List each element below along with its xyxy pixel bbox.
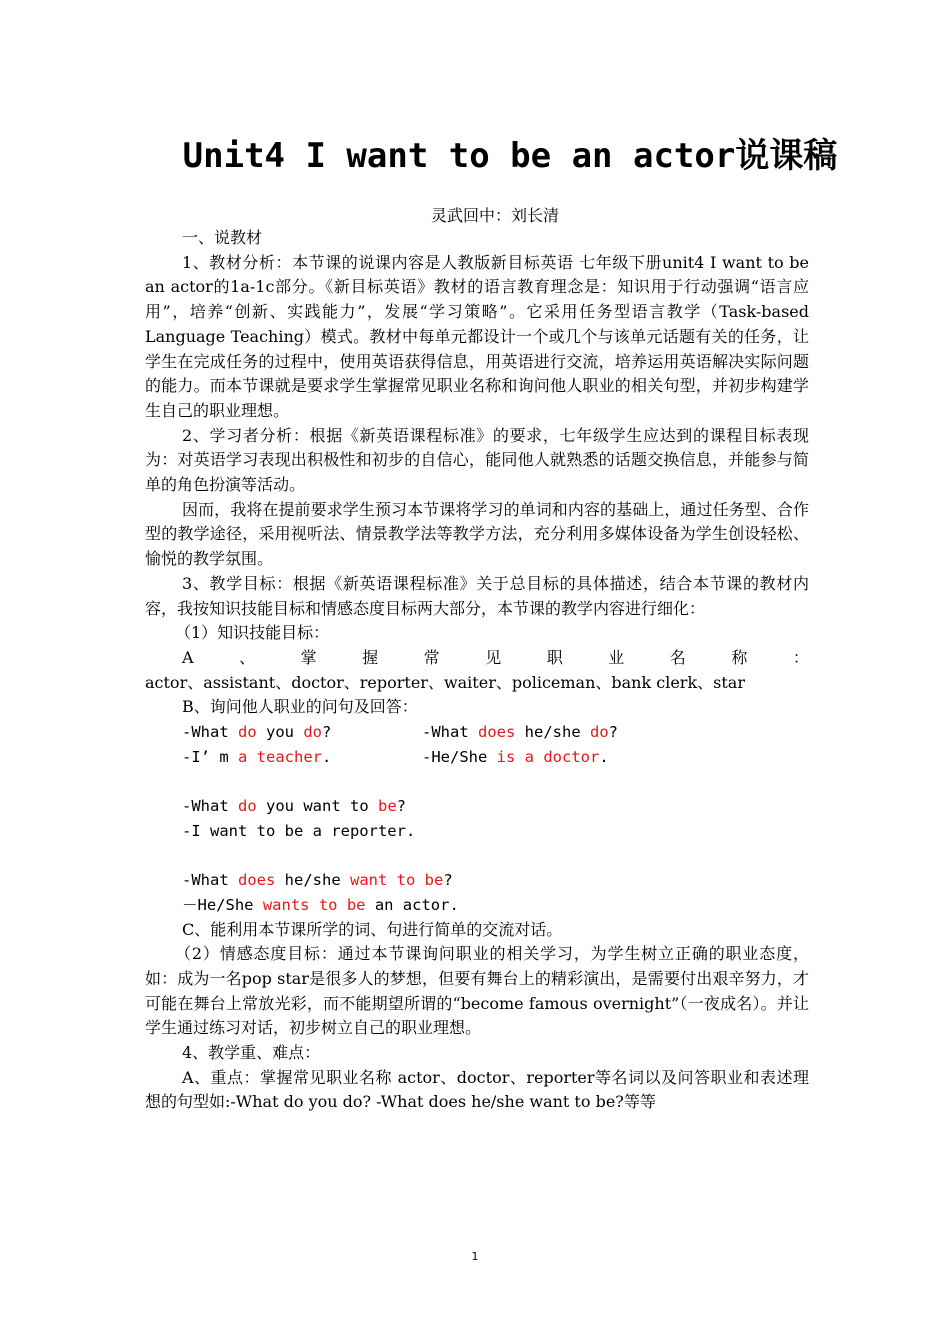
paragraph-learner-analysis: 2、学习者分析：根据《新英语课程标准》的要求，七年级学生应达到的课程目标表现为：对英语学习表现出积极性和初步的自信心，能同他人就熟悉的话题交换信息，并能参与简单的角色扮演等活动。 xyxy=(145,425,809,495)
document-body xyxy=(145,226,809,1115)
dialog-answer: -He/She is a doctor. xyxy=(422,747,609,766)
paragraph-textbook-analysis: 1、教材分析：本节课的说课内容是人教版新目标英语 七年级下册unit4 I want to be an actor的1a-1c部分。《新目标英语》教材的语言教育理念是：知识用于行动强调“语言应用”，培养“创新、实践能力”，发展“学习策略”。它采用任务型语言教学（Task-based Language Teaching）模式。教材中每单元都设计一个或几个与该单元话题有关的任务，让学生在完成任务的过程中，使用英语获得信息，用英语进行交流，培养运用英语解决实际问题的能力。而本节课就是要求学生掌握常见职业名称和询问他人职业的相关句型，并初步构建学生自己的职业理想。 xyxy=(145,252,809,420)
paragraph-method: 因而，我将在提前要求学生预习本节课将学习的单词和内容的基础上，通过任务型、合作型的教学途径，采用视听法、情景教学法等教学方法，充分利用多媒体设备为学生创设轻松、愉悦的教学氛围。 xyxy=(145,499,809,569)
dialog-question: -What do you want to be? xyxy=(182,797,407,816)
document-title: Unit4 I want to be an actor说课稿 xyxy=(182,136,838,176)
page-number: 1 xyxy=(471,1250,479,1263)
dialog-question: -What does he/she do? xyxy=(422,723,618,742)
dialog-question: -What do you do? xyxy=(182,723,332,742)
item-c-line: C、能利用本节课所学的词、句进行简单的交流对话。 xyxy=(182,919,563,939)
section-heading: 4、教学重、难点： xyxy=(182,1043,321,1063)
dialog-answer: －He/She wants to be an actor. xyxy=(182,895,459,914)
section-heading: 一、说教材 xyxy=(182,228,263,247)
occupation-words: actor、assistant、doctor、reporter、waiter、policeman、bank clerk、star xyxy=(145,672,745,692)
knowledge-heading: （1）知识技能目标： xyxy=(175,623,330,643)
item-a-heading: A 、 掌 握 常 见 职 业 名 称 ： xyxy=(182,647,809,667)
dialog-answer: -I want to be a reporter. xyxy=(182,821,416,840)
paragraph-key-points: A、重点：掌握常见职业名称 actor、doctor、reporter等名词以及问答职业和表述理想的句型如:-What do you do? -What does he/she want to be?等等 xyxy=(145,1067,809,1112)
dialog-line xyxy=(145,745,809,770)
item-b-heading: B、询问他人职业的问句及回答： xyxy=(182,697,418,717)
dialog-answer: -I’ m a teacher. xyxy=(182,747,332,766)
paragraph-objectives: 3、教学目标：根据《新英语课程标准》关于总目标的具体描述，结合本节课的教材内容，我按知识技能目标和情感态度目标两大部分，本节课的教学内容进行细化： xyxy=(145,573,809,618)
author-line: 灵武回中：刘长清 xyxy=(430,206,559,225)
dialog-line xyxy=(145,720,809,745)
paragraph-affective-goals: （2）情感态度目标：通过本节课询问职业的相关学习，为学生树立正确的职业态度，如：成为一名pop star是很多人的梦想，但要有舞台上的精彩演出，是需要付出艰辛努力，才可能在舞台上常放光彩，而不能期望所谓的“become famous overnight”（一夜成名）。并让学生通过练习对话，初步树立自己的职业理想。 xyxy=(145,944,809,1038)
dialog-question: -What does he/she want to be? xyxy=(182,871,453,890)
